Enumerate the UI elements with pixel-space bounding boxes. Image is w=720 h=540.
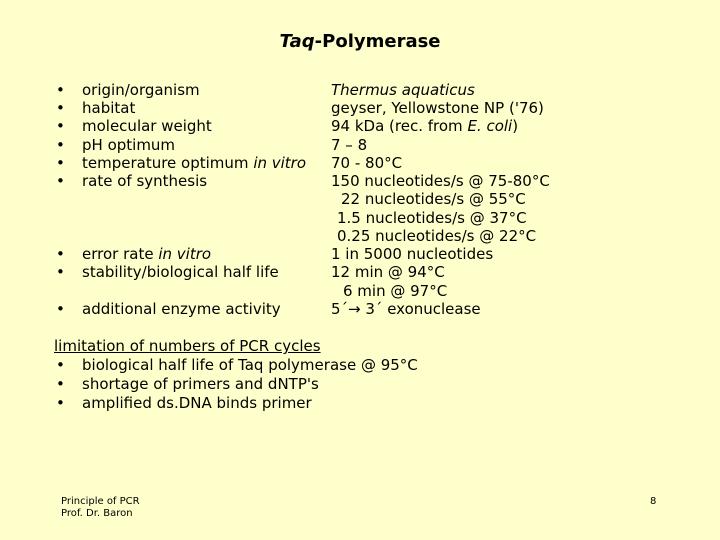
limitation-item: shortage of primers and dNTP's: [82, 375, 319, 393]
property-value-extra: 1.5 nucleotides/s @ 37°C: [337, 209, 527, 227]
bullet: •: [56, 117, 65, 135]
footer-line: Principle of PCR: [61, 496, 140, 507]
limitation-heading: limitation of numbers of PCR cycles: [54, 337, 321, 355]
bullet: •: [56, 263, 65, 281]
slide-title: [0, 31, 720, 52]
property-value-extra: 22 nucleotides/s @ 55°C: [341, 190, 526, 208]
property-value: 70 - 80°C: [331, 154, 403, 172]
label-text: temperature optimum: [82, 154, 254, 172]
value-text: 94 kDa (rec. from: [331, 117, 468, 135]
property-label: molecular weight: [82, 117, 212, 135]
property-value: geyser, Yellowstone NP ('76): [331, 99, 544, 117]
value-italic: E. coli: [467, 117, 513, 135]
property-label: origin/organism: [82, 81, 200, 99]
title-rest: -Polymerase: [314, 31, 441, 52]
property-label: [82, 154, 306, 172]
title-italic: Taq: [279, 31, 315, 52]
bullet: •: [56, 394, 65, 412]
bullet: •: [56, 375, 65, 393]
property-value: Thermus aquaticus: [331, 81, 475, 99]
property-value: 1 in 5000 nucleotides: [331, 245, 494, 263]
property-label: rate of synthesis: [82, 172, 208, 190]
label-text: error rate: [82, 245, 159, 263]
value-text: ): [512, 117, 519, 135]
bullet: •: [56, 154, 65, 172]
page-number: 8: [650, 496, 657, 507]
property-label: pH optimum: [82, 136, 176, 154]
bullet: •: [56, 99, 65, 117]
bullet: •: [56, 356, 65, 374]
property-value-extra: 6 min @ 97°C: [343, 282, 448, 300]
footer-credit: [61, 496, 140, 520]
property-value: 150 nucleotides/s @ 75-80°C: [331, 172, 550, 190]
property-label: [82, 245, 211, 263]
label-italic: in vitro: [253, 154, 307, 172]
bullet: •: [56, 81, 65, 99]
property-label: habitat: [82, 99, 136, 117]
bullet: •: [56, 136, 65, 154]
bullet: •: [56, 300, 65, 318]
property-value: 12 min @ 94°C: [331, 263, 445, 281]
bullet: •: [56, 172, 65, 190]
label-italic: in vitro: [158, 245, 212, 263]
footer-line: Prof. Dr. Baron: [61, 508, 133, 519]
limitation-item: biological half life of Taq polymerase @ 95°C: [82, 356, 418, 374]
property-label: additional enzyme activity: [82, 300, 281, 318]
bullet: •: [56, 245, 65, 263]
property-value: [331, 117, 518, 135]
property-value: 7 – 8: [331, 136, 368, 154]
limitation-item: amplified ds.DNA binds primer: [82, 394, 312, 412]
property-value: 5´→ 3´ exonuclease: [331, 300, 481, 318]
property-value-extra: 0.25 nucleotides/s @ 22°C: [337, 227, 537, 245]
property-label: stability/biological half life: [82, 263, 279, 281]
